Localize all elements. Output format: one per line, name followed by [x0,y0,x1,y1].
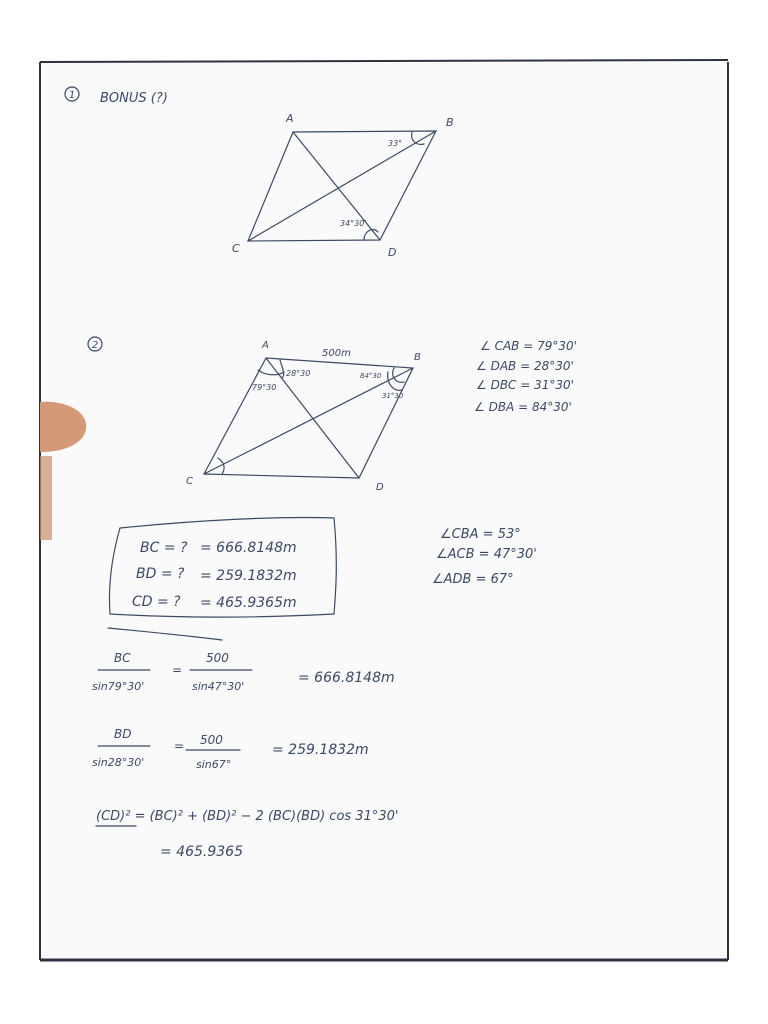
problem-2-angle-b-bottom: 31°30 [382,392,404,400]
derived-angle-2: ∠ACB = 47°30' [436,547,537,562]
eq3-result: = 465.9365 [160,844,243,860]
finger-shadow [40,456,52,540]
eq1-num-right: 500 [206,651,229,665]
given-angle-2: ∠ DAB = 28°30' [476,359,574,373]
eq1-den-right: sin47°30' [192,680,245,693]
eq1-result: = 666.8148m [298,670,395,686]
given-angle-4: ∠ DBA = 84°30' [474,400,572,414]
given-angle-3: ∠ DBC = 31°30' [476,378,574,392]
problem-1-label-d: D [388,246,397,259]
given-angle-1: ∠ CAB = 79°30' [480,339,577,353]
problem-2-angle-a-right: 28°30 [286,369,311,378]
problem-2-label-c: C [186,476,193,487]
problem-1-angle-b: 33° [388,139,403,148]
eq1-den-left: sin79°30' [92,680,145,693]
eq2-den-left: sin28°30' [92,756,145,769]
paper-sheet [40,62,728,960]
problem-2-label-a: A [262,340,269,351]
derived-angle-3: ∠ADB = 67° [432,572,514,587]
answer-cd-value: = 465.9365m [200,595,297,611]
derived-angle-1: ∠CBA = 53° [440,527,521,542]
eq2-num-right: 500 [200,733,223,747]
answer-bd-value: = 259.1832m [200,568,297,584]
problem-2-number: 2 [91,340,99,351]
answer-bc-label: BC = ? [140,540,188,556]
eq2-num-left: BD [114,727,132,741]
problem-1-label-b: B [446,116,454,129]
problem-2-angle-b-top: 84°30 [360,372,382,380]
eq1-num-left: BC [114,651,131,665]
eq2-den-right: sin67° [196,758,232,771]
answer-cd-label: CD = ? [132,594,181,610]
problem-1-label-c: C [232,242,240,255]
problem-1-title: BONUS (?) [100,91,168,106]
answer-bc-value: = 666.8148m [200,540,297,556]
problem-2-side-ab: 500m [322,348,351,359]
eq2-result: = 259.1832m [272,742,369,758]
problem-1-angle-d: 34°30' [340,219,367,228]
eq3-lhs: (CD)² = (BC)² + (BD)² − 2 (BC)(BD) cos 31°30' [96,809,399,824]
problem-1-label-a: A [286,112,294,125]
eq2-equals: = [174,739,185,753]
answer-bd-label: BD = ? [136,566,185,582]
problem-1-number: 1 [68,90,76,101]
eq1-equals: = [172,663,183,677]
problem-2-angle-a-left: 79°30 [252,383,277,392]
problem-2-label-b: B [414,352,421,363]
problem-2-label-d: D [376,482,384,493]
